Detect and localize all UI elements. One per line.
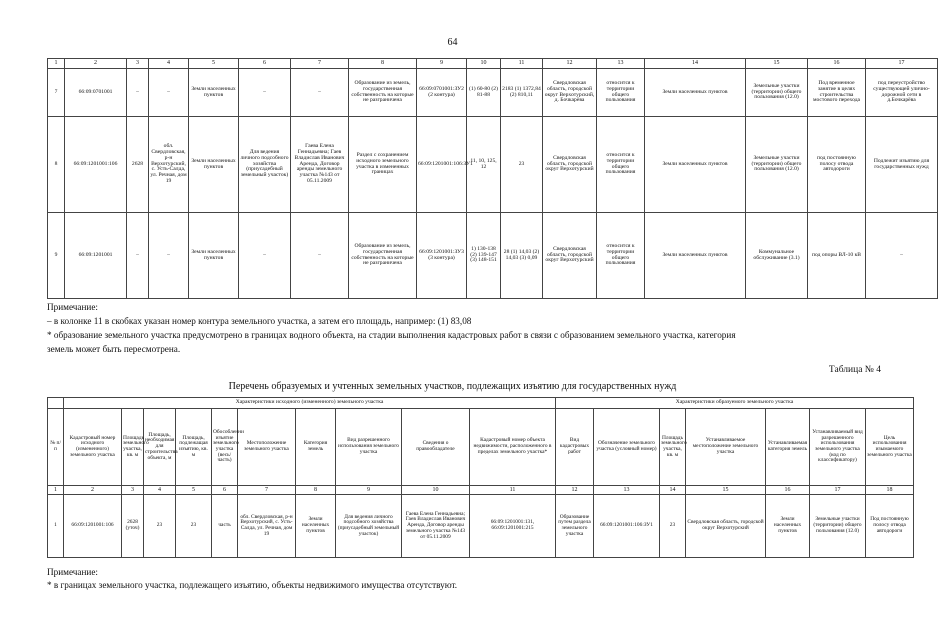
column-number-cell: 6: [212, 486, 238, 495]
table-cell: 2628 (уточ): [122, 495, 144, 558]
column-header: Кадастровый номер исходного (измененного) земельного участка: [64, 409, 122, 486]
table-cell: 66:09:1201001:ЗУ3 (3 контура): [417, 213, 467, 299]
table-cell: Гаева Елена Геннадьевна; Гаев Владислав Иванович Аренда, Договор аренды земельного участка №143 от 05.11.2009: [291, 117, 349, 213]
table-cell: 9: [48, 213, 65, 299]
column-header: Вид разрешенного использования земельного участка: [336, 409, 402, 486]
column-number-cell: 14: [660, 486, 686, 495]
page-number: 64: [447, 37, 458, 48]
table-cell: 11, 10, 125, 12: [467, 117, 501, 213]
table-cell: Коммунальное обслуживание (3.1): [746, 213, 808, 299]
column-number-cell: 10: [402, 486, 470, 495]
column-header: Площадь земельного участка, кв. м: [660, 409, 686, 486]
column-number-cell: 2: [64, 486, 122, 495]
column-header: Категория земель: [296, 409, 336, 486]
table-cell: часть: [212, 495, 238, 558]
column-number-cell: 9: [417, 59, 467, 69]
table-cell: 1: [48, 495, 64, 558]
table-cell: 8: [48, 117, 65, 213]
note-line: земель может быть пересмотрена.: [47, 344, 181, 354]
column-number-cell: 16: [766, 486, 810, 495]
table-cell: 66:09:0701001: [65, 69, 127, 117]
column-number-cell: 14: [645, 59, 746, 69]
column-header: Устанавливаемая категория земель: [766, 409, 810, 486]
table-cell: 66:09:1201001:106:ЗУ1: [417, 117, 467, 213]
table-cell: Земли населенных пунктов: [189, 117, 239, 213]
column-number-cell: 12: [556, 486, 594, 495]
column-number-cell: 2: [65, 59, 127, 69]
table-cell: Свердловская область, городской округ Верхотурский, д. Бочкарёва: [543, 69, 597, 117]
notes-block: [47, 300, 887, 356]
table-cell: 66:09:1201001: [65, 213, 127, 299]
column-number-cell: 8: [349, 59, 417, 69]
table-cell: Раздел с сохранением исходного земельного участка в измененных границах: [349, 117, 417, 213]
table-cell: Для ведения личного подсобного хозяйства (приусадебный земельный участок): [239, 117, 291, 213]
table-cell: 66:09:1201001:106: [64, 495, 122, 558]
table-cell: 7: [48, 69, 65, 117]
column-header: Обозначение земельного участка (условный номер): [594, 409, 660, 486]
table-cell: –: [149, 69, 189, 117]
column-number-cell: 13: [594, 486, 660, 495]
land-plots-table-continued: [47, 58, 938, 299]
table-cell: 66:09:1201001:106: [65, 117, 127, 213]
table-cell: Гаева Елена Геннадьевна; Гаев Владислав Иванович Аренда, Договор аренды земельного участка №143 от 05.11.2009: [402, 495, 470, 558]
column-number-cell: 16: [808, 59, 866, 69]
column-number-cell: 7: [291, 59, 349, 69]
table-row: [48, 495, 914, 558]
table-cell: Земли населенных пунктов: [189, 69, 239, 117]
seizure-plots-table: [47, 397, 914, 558]
note-line: * в границах земельного участка, подлежащего изъятию, объекты недвижимого имущества отсутствуют.: [47, 580, 458, 590]
table2-header-row: [48, 409, 914, 486]
column-number-cell: 4: [149, 59, 189, 69]
column-number-cell: 9: [336, 486, 402, 495]
column-number-cell: 15: [686, 486, 766, 495]
table-title: Перечень образуемых и учтенных земельных участков, подлежащих изъятию для государственных нужд: [228, 381, 677, 392]
table-cell: Земли населенных пунктов: [645, 69, 746, 117]
table-cell: (1) 60-80 (2) 81-88: [467, 69, 501, 117]
table-cell: относится к территории общего пользования: [597, 69, 645, 117]
column-number-cell: 17: [810, 486, 866, 495]
table-cell: 2628: [127, 117, 149, 213]
table-cell: Образование из земель, государственная собственность на которые не разграничена: [349, 213, 417, 299]
table-cell: под опоры ВЛ-10 кВ: [808, 213, 866, 299]
column-number-cell: 18: [866, 486, 914, 495]
table-cell: 66:09:0701001:ЗУ2 (2 контура): [417, 69, 467, 117]
table-cell: –: [291, 213, 349, 299]
table-cell: Земли населенных пунктов: [189, 213, 239, 299]
note-line: – в колонке 11 в скобках указан номер контура земельного участка, а затем его площадь, например: (1) 83,08: [47, 316, 472, 326]
column-header: № п/п: [48, 409, 64, 486]
column-header: Площадь земельного участка, кв. м: [122, 409, 144, 486]
column-header: Местоположение земельного участка: [238, 409, 296, 486]
group-header-source: Характеристики исходного (измененного) земельного участка: [64, 398, 556, 409]
table-cell: Под временное занятие в целях строительства мостового перехода: [808, 69, 866, 117]
table-cell: Свердловская область, городской округ Верхотурский: [543, 213, 597, 299]
note-line: * образование земельного участка предусмотрено в границах водного объекта, на стадии выполнения кадастровых работ в связи с образованием земельного участка, категория: [47, 330, 736, 340]
notes-heading: Примечание:: [47, 302, 98, 312]
table-cell: 23: [501, 117, 543, 213]
table-row: [48, 69, 938, 117]
table-cell: –: [127, 69, 149, 117]
table-cell: 66:09:1201001:131, 66:09:1201001:215: [470, 495, 556, 558]
table-cell: 23: [660, 495, 686, 558]
table-cell: 66:09:1201001:106:ЗУ1: [594, 495, 660, 558]
column-header: Устанавливаемое местоположение земельного участка: [686, 409, 766, 486]
column-number-cell: 10: [467, 59, 501, 69]
column-number-cell: 6: [239, 59, 291, 69]
column-header: Устанавливаемый вид разрешенного использования земельного участка (код по классификатору): [810, 409, 866, 486]
table-row: [48, 213, 938, 299]
table-cell: Подлежит изъятию для государственных нужд: [866, 117, 938, 213]
column-number-cell: 11: [501, 59, 543, 69]
table1-header-row: [48, 59, 938, 69]
table-cell: Земельные участки (территории) общего пользования (12.0): [810, 495, 866, 558]
table-cell: обл. Свердловская, р-н Верхотурский, с. Усть-Салда, ул. Речная, дом 19: [238, 495, 296, 558]
column-number-cell: 11: [470, 486, 556, 495]
table-cell: Свердловская область, городской округ Верхотурский: [686, 495, 766, 558]
table2-group-row: [48, 398, 914, 409]
table-cell: обл. Свердловская, р-н Верхотурский, с. Усть-Салда, ул. Речная, дом 19: [149, 117, 189, 213]
table-cell: –: [866, 213, 938, 299]
table-cell: Земельные участки (территории) общего пользования (12.0): [746, 117, 808, 213]
column-number-cell: 3: [127, 59, 149, 69]
column-number-cell: 1: [48, 59, 65, 69]
table-cell: –: [239, 213, 291, 299]
table-cell: –: [149, 213, 189, 299]
table-cell: –: [127, 213, 149, 299]
column-number-cell: 7: [238, 486, 296, 495]
table-cell: относится к территории общего пользования: [597, 117, 645, 213]
column-header: Кадастровый номер объекта недвижимости, расположенного в пределах земельного участка*: [470, 409, 556, 486]
table-cell: Под постоянную полосу отвода автодороги: [866, 495, 914, 558]
table-cell: Земли населенных пунктов: [645, 117, 746, 213]
table-cell: 23: [144, 495, 176, 558]
table-cell: Образование из земель, государственная собственность на которые не разграничена: [349, 69, 417, 117]
table-cell: под постоянную полосу отвода автодороги: [808, 117, 866, 213]
notes2-block: [47, 566, 887, 592]
column-number-cell: 8: [296, 486, 336, 495]
column-header: Площадь, необходимая для строительства объекта, м: [144, 409, 176, 486]
table-cell: относится к территории общего пользования: [597, 213, 645, 299]
notes-heading: Примечание:: [47, 567, 98, 577]
table-cell: 28 (1) 14,03 (2) 14,03 (3) 0,09: [501, 213, 543, 299]
table-cell: 2183 (1) 1372,84 (2) 810,11: [501, 69, 543, 117]
table-cell: 1) 130-138 (2) 139-147 (3) 148-151: [467, 213, 501, 299]
column-number-cell: 5: [176, 486, 212, 495]
table-cell: Земельные участки (территории) общего пользования (12.0): [746, 69, 808, 117]
column-number-cell: 1: [48, 486, 64, 495]
table-cell: Для ведения личного подсобного хозяйства (приусадебный земельный участок): [336, 495, 402, 558]
column-header: Сведения о правообладателе: [402, 409, 470, 486]
column-number-cell: 13: [597, 59, 645, 69]
table-cell: Земли населенных пунктов: [766, 495, 810, 558]
table-cell: Свердловская область, городской округ Верхотурский: [543, 117, 597, 213]
column-number-cell: 3: [122, 486, 144, 495]
table2-number-row: [48, 486, 914, 495]
column-header: Цель использования изымаемого земельного участка: [866, 409, 914, 486]
column-header: Площадь, подлежащая изъятию, кв. м: [176, 409, 212, 486]
table-cell: Земли населенных пунктов: [645, 213, 746, 299]
table-cell: –: [239, 69, 291, 117]
column-header: Обособленни изъятие земельного участка (весь/часть): [212, 409, 238, 486]
column-number-cell: 5: [189, 59, 239, 69]
column-number-cell: 12: [543, 59, 597, 69]
column-number-cell: 15: [746, 59, 808, 69]
column-number-cell: 4: [144, 486, 176, 495]
group-spacer: [48, 398, 64, 409]
table-number: Таблица № 4: [828, 365, 881, 375]
table-cell: Земли населенных пунктов: [296, 495, 336, 558]
column-header: Вид кадастровых работ: [556, 409, 594, 486]
group-header-new: Характеристики образуемого земельного участка: [556, 398, 914, 409]
table-row: [48, 117, 938, 213]
table-cell: –: [291, 69, 349, 117]
table-cell: 23: [176, 495, 212, 558]
table-cell: под переустройство существующей улично-дорожной сети в д.Бочкарёва: [866, 69, 938, 117]
column-number-cell: 17: [866, 59, 938, 69]
table-cell: Образование путем раздела земельного участка: [556, 495, 594, 558]
